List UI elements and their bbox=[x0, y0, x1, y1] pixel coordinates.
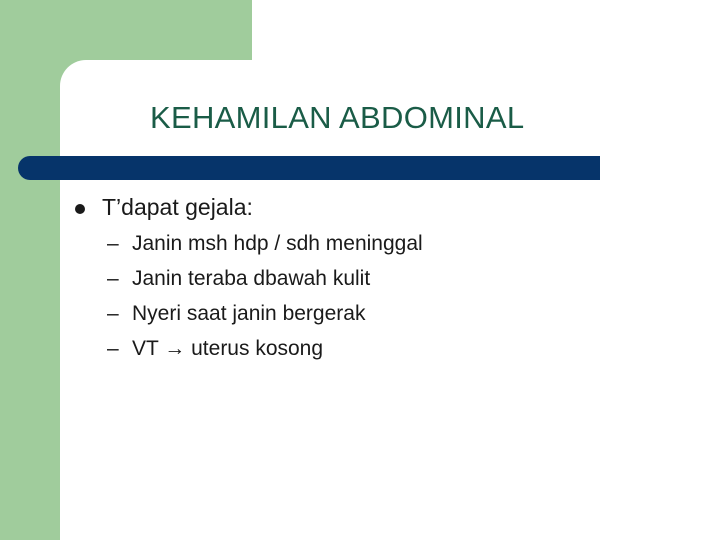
dash-icon: – bbox=[107, 337, 119, 360]
sub-bullet-text: VT → uterus kosong bbox=[132, 337, 324, 360]
sub-bullet-text: Janin teraba dbawah kulit bbox=[132, 267, 371, 290]
dash-icon: – bbox=[107, 232, 119, 255]
sub-bullet-text: Nyeri saat janin bergerak bbox=[132, 302, 366, 325]
bullet-text: T’dapat gejala: bbox=[102, 194, 253, 220]
bullet-dot-icon bbox=[75, 204, 85, 214]
title-divider-bar bbox=[18, 156, 600, 180]
sub-bullet-text: Janin msh hdp / sdh meninggal bbox=[132, 232, 423, 255]
dash-icon: – bbox=[107, 302, 119, 325]
dash-icon: – bbox=[107, 267, 119, 290]
background-green-strip bbox=[0, 0, 60, 540]
slide-title: KEHAMILAN ABDOMINAL bbox=[150, 100, 525, 135]
